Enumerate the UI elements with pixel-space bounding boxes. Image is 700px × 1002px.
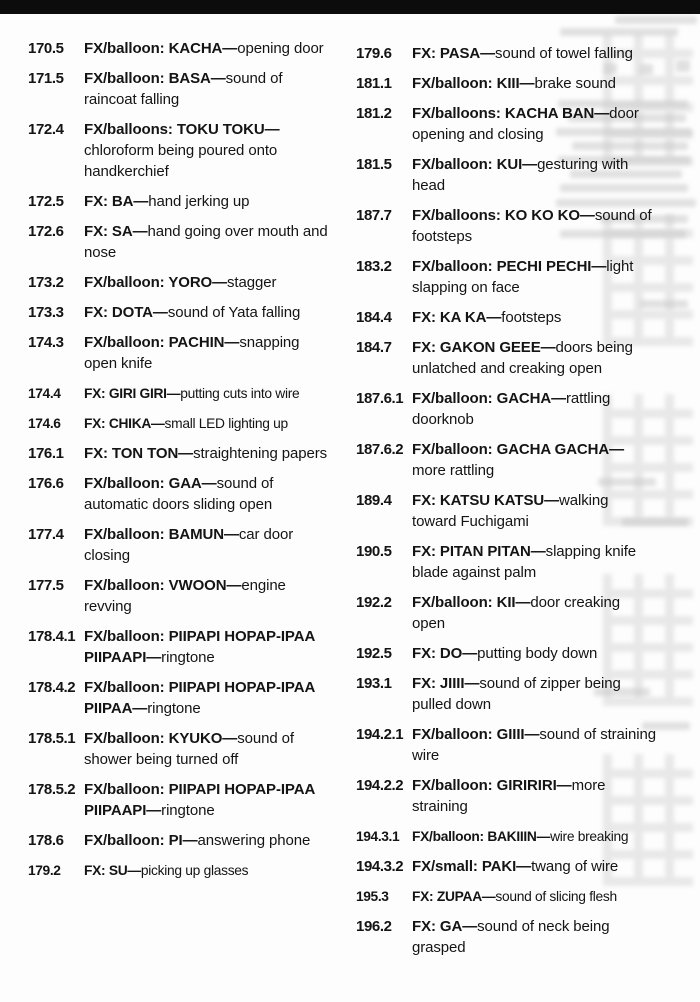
fx-entry xyxy=(356,886,662,907)
entry-text xyxy=(84,413,328,434)
entry-desc: putting cuts into wire xyxy=(180,386,300,401)
entry-text xyxy=(84,332,328,374)
entry-ref: 181.2 xyxy=(356,105,392,122)
entry-ref: 179.2 xyxy=(28,863,61,878)
fx-entry xyxy=(356,73,662,94)
entry-ref: 184.4 xyxy=(356,309,392,326)
entry-desc: car door closing xyxy=(84,526,294,564)
entry-ref: 176.6 xyxy=(28,475,64,492)
entry-ref: 178.6 xyxy=(28,832,64,849)
entry-text xyxy=(412,592,656,634)
entry-fx: FX: JIIII— xyxy=(412,675,480,692)
entry-ref: 177.4 xyxy=(28,526,64,543)
entry-desc: small LED lighting up xyxy=(164,416,288,431)
entry-ref: 178.5.1 xyxy=(28,730,76,747)
scan-top-bar xyxy=(0,0,700,14)
entry-desc: engine revving xyxy=(84,577,286,615)
entry-fx: FX/balloon: BASA— xyxy=(84,70,226,87)
entry-desc: rattling doorknob xyxy=(412,390,611,428)
fx-entry xyxy=(28,272,334,293)
entry-fx: FX/balloon: BAKIIIN— xyxy=(412,829,551,844)
entry-fx: FX/balloon: PECHI PECHI— xyxy=(412,258,607,275)
entry-fx: FX/balloon: KII— xyxy=(412,594,531,611)
fx-entry xyxy=(356,205,662,247)
entry-ref: 195.3 xyxy=(356,889,389,904)
bleedthrough-smudge xyxy=(676,60,690,72)
fx-entry xyxy=(28,119,334,182)
entry-ref: 184.7 xyxy=(356,339,392,356)
fx-entry xyxy=(356,103,662,145)
entry-desc: stagger xyxy=(227,274,277,291)
fx-entry xyxy=(28,677,334,719)
bleedthrough-smudge xyxy=(615,16,697,24)
fx-glossary xyxy=(28,38,662,967)
entry-ref: 177.5 xyxy=(28,577,64,594)
entry-text xyxy=(84,524,328,566)
fx-entry xyxy=(356,154,662,196)
entry-fx: FX/balloon: KYUKO— xyxy=(84,730,238,747)
entry-fx: FX: KA KA— xyxy=(412,309,502,326)
entry-text xyxy=(84,779,328,821)
entry-ref: 174.4 xyxy=(28,386,61,401)
entry-text xyxy=(412,337,656,379)
entry-desc: straightening papers xyxy=(193,445,328,462)
fx-entry xyxy=(28,68,334,110)
entry-fx: FX: SA— xyxy=(84,223,148,240)
entry-fx: FX: SU— xyxy=(84,863,141,878)
entry-desc: door creaking open xyxy=(412,594,620,632)
entry-desc: sound of automatic doors sliding open xyxy=(84,475,274,513)
fx-entry xyxy=(28,860,334,881)
entry-fx: FX/balloon: PI— xyxy=(84,832,198,849)
entry-text xyxy=(412,103,656,145)
entry-fx: FX: DO— xyxy=(412,645,478,662)
entry-desc: ringtone xyxy=(147,700,201,717)
entry-ref: 194.2.1 xyxy=(356,726,404,743)
entry-fx: FX/small: PAKI— xyxy=(412,858,532,875)
entry-ref: 187.6.2 xyxy=(356,441,404,458)
entry-text xyxy=(84,626,328,668)
entry-fx: FX: GIRI GIRI— xyxy=(84,386,181,401)
fx-entry xyxy=(28,728,334,770)
entry-ref: 194.3.2 xyxy=(356,858,404,875)
entry-text xyxy=(412,307,656,328)
entry-ref: 172.6 xyxy=(28,223,64,240)
entry-ref: 192.2 xyxy=(356,594,392,611)
fx-entry xyxy=(28,302,334,323)
entry-desc: chloroform being poured onto handkerchief xyxy=(84,142,278,180)
entry-text xyxy=(412,439,656,481)
fx-entry xyxy=(356,541,662,583)
entry-desc: door opening and closing xyxy=(412,105,639,143)
entry-fx: FX: KATSU KATSU— xyxy=(412,492,560,509)
fx-entry xyxy=(356,388,662,430)
entry-fx: FX/balloon: KIII— xyxy=(412,75,535,92)
entry-desc: doors being unlatched and creaking open xyxy=(412,339,633,377)
entry-ref: 173.2 xyxy=(28,274,64,291)
entry-ref: 172.4 xyxy=(28,121,64,138)
entry-desc: light slapping on face xyxy=(412,258,634,296)
entry-text xyxy=(84,830,328,851)
entry-ref: 172.5 xyxy=(28,193,64,210)
fx-entry xyxy=(356,592,662,634)
entry-text xyxy=(412,490,656,532)
fx-column-left xyxy=(28,38,334,967)
entry-ref: 170.5 xyxy=(28,40,64,57)
entry-fx: FX/balloon: GAA— xyxy=(84,475,217,492)
entry-text xyxy=(84,68,328,110)
entry-text xyxy=(412,43,656,64)
entry-ref: 181.5 xyxy=(356,156,392,173)
entry-fx: FX/balloon: GIIII— xyxy=(412,726,540,743)
entry-fx: FX/balloon: KACHA— xyxy=(84,40,238,57)
entry-fx: FX/balloon: GIRIRIRI— xyxy=(412,777,572,794)
entry-desc: sound of shower being turned off xyxy=(84,730,294,768)
entry-text xyxy=(412,826,656,847)
entry-ref: 178.4.2 xyxy=(28,679,76,696)
entry-fx: FX/balloons: KACHA BAN— xyxy=(412,105,610,122)
entry-ref: 196.2 xyxy=(356,918,392,935)
entry-ref: 173.3 xyxy=(28,304,64,321)
fx-entry xyxy=(28,473,334,515)
entry-text xyxy=(412,643,656,664)
entry-desc: more straining xyxy=(412,777,606,815)
entry-ref: 181.1 xyxy=(356,75,392,92)
entry-ref: 190.5 xyxy=(356,543,392,560)
fx-entry xyxy=(28,779,334,821)
entry-ref: 178.5.2 xyxy=(28,781,76,798)
fx-entry xyxy=(356,775,662,817)
entry-fx: FX/balloon: PACHIN— xyxy=(84,334,240,351)
fx-entry xyxy=(28,383,334,404)
entry-desc: sound of zipper being pulled down xyxy=(412,675,621,713)
entry-ref: 174.6 xyxy=(28,416,61,431)
fx-entry xyxy=(356,916,662,958)
entry-ref: 171.5 xyxy=(28,70,64,87)
fx-entry xyxy=(28,221,334,263)
entry-desc: sound of Yata falling xyxy=(167,304,301,321)
entry-ref: 183.2 xyxy=(356,258,392,275)
entry-fx: FX/balloon: PIIPAPI HOPAP-IPAA PIIPAAPI— xyxy=(84,628,315,666)
entry-fx: FX/balloon: GACHA— xyxy=(412,390,567,407)
entry-fx: FX/balloons: KO KO KO— xyxy=(412,207,595,224)
fx-entry xyxy=(356,43,662,64)
fx-entry xyxy=(356,724,662,766)
entry-desc: wire breaking xyxy=(550,829,629,844)
entry-text xyxy=(84,860,328,881)
fx-entry xyxy=(356,490,662,532)
fx-entry xyxy=(356,826,662,847)
entry-text xyxy=(412,916,656,958)
entry-text xyxy=(84,677,328,719)
entry-fx: FX/balloon: BAMUN— xyxy=(84,526,239,543)
entry-ref: 178.4.1 xyxy=(28,628,76,645)
entry-desc: sound of footsteps xyxy=(412,207,652,245)
entry-text xyxy=(412,154,656,196)
entry-fx: FX: DOTA— xyxy=(84,304,168,321)
fx-column-right xyxy=(356,43,662,967)
entry-fx: FX: TON TON— xyxy=(84,445,194,462)
fx-entry xyxy=(28,38,334,59)
entry-text xyxy=(84,191,328,212)
entry-fx: FX/balloon: PIIPAPI HOPAP-IPAA PIIPAAPI— xyxy=(84,781,315,819)
fx-entry xyxy=(28,191,334,212)
entry-text xyxy=(84,443,328,464)
entry-fx: FX/balloon: YORO— xyxy=(84,274,228,291)
entry-text xyxy=(84,473,328,515)
entry-text xyxy=(84,383,328,404)
entry-fx: FX: GA— xyxy=(412,918,478,935)
fx-entry xyxy=(28,626,334,668)
entry-desc: putting body down xyxy=(477,645,598,662)
entry-fx: FX: BA— xyxy=(84,193,149,210)
entry-fx: FX/balloons: TOKU TOKU— xyxy=(84,121,280,138)
entry-desc: sound of towel falling xyxy=(495,45,633,62)
entry-text xyxy=(412,775,656,817)
entry-desc: picking up glasses xyxy=(140,863,249,878)
entry-desc: sound of slicing flesh xyxy=(495,889,617,904)
entry-desc: sound of raincoat falling xyxy=(84,70,283,108)
entry-text xyxy=(84,728,328,770)
entry-desc: ringtone xyxy=(161,802,215,819)
entry-ref: 187.7 xyxy=(356,207,392,224)
entry-text xyxy=(84,38,328,59)
entry-ref: 194.3.1 xyxy=(356,829,400,844)
entry-desc: opening door xyxy=(237,40,324,57)
entry-text xyxy=(84,302,328,323)
entry-text xyxy=(412,388,656,430)
fx-entry xyxy=(28,413,334,434)
fx-entry xyxy=(356,337,662,379)
entry-text xyxy=(412,886,656,907)
entry-text xyxy=(412,205,656,247)
entry-ref: 187.6.1 xyxy=(356,390,404,407)
fx-entry xyxy=(28,332,334,374)
entry-desc: snapping open knife xyxy=(84,334,300,372)
fx-entry xyxy=(28,443,334,464)
entry-desc: sound of neck being grasped xyxy=(412,918,610,956)
fx-entry xyxy=(356,307,662,328)
entry-ref: 174.3 xyxy=(28,334,64,351)
entry-text xyxy=(412,856,656,877)
entry-fx: FX: PITAN PITAN— xyxy=(412,543,546,560)
entry-text xyxy=(84,575,328,617)
entry-fx: FX: ZUPAA— xyxy=(412,889,496,904)
entry-fx: FX/balloon: PIIPAPI HOPAP-IPAA PIIPAA— xyxy=(84,679,315,717)
entry-desc: sound of straining wire xyxy=(412,726,656,764)
entry-desc: more rattling xyxy=(412,462,495,479)
entry-ref: 179.6 xyxy=(356,45,392,62)
fx-entry xyxy=(28,830,334,851)
fx-entry xyxy=(356,673,662,715)
entry-text xyxy=(412,724,656,766)
entry-desc: walking toward Fuchigami xyxy=(412,492,609,530)
entry-fx: FX: PASA— xyxy=(412,45,495,62)
entry-desc: brake sound xyxy=(534,75,616,92)
entry-text xyxy=(84,221,328,263)
fx-entry xyxy=(356,856,662,877)
entry-ref: 176.1 xyxy=(28,445,64,462)
entry-desc: ringtone xyxy=(161,649,215,666)
entry-ref: 193.1 xyxy=(356,675,392,692)
entry-fx: FX: CHIKA— xyxy=(84,416,165,431)
entry-fx: FX/balloon: VWOON— xyxy=(84,577,242,594)
entry-text xyxy=(84,119,328,182)
entry-fx: FX/balloon: KUI— xyxy=(412,156,538,173)
entry-fx: FX/balloon: GACHA GACHA— xyxy=(412,441,625,458)
fx-entry xyxy=(356,256,662,298)
entry-text xyxy=(412,256,656,298)
fx-entry xyxy=(28,575,334,617)
entry-desc: hand going over mouth and nose xyxy=(84,223,328,261)
entry-fx: FX: GAKON GEEE— xyxy=(412,339,556,356)
entry-desc: footsteps xyxy=(501,309,562,326)
fx-entry xyxy=(356,643,662,664)
entry-text xyxy=(84,272,328,293)
entry-text xyxy=(412,541,656,583)
bleedthrough-smudge xyxy=(560,28,678,36)
entry-text xyxy=(412,73,656,94)
entry-ref: 192.5 xyxy=(356,645,392,662)
entry-desc: slapping knife blade against palm xyxy=(412,543,637,581)
fx-entry xyxy=(356,439,662,481)
fx-entry xyxy=(28,524,334,566)
entry-text xyxy=(412,673,656,715)
entry-desc: answering phone xyxy=(197,832,311,849)
entry-desc: gesturing with head xyxy=(412,156,629,194)
entry-ref: 189.4 xyxy=(356,492,392,509)
entry-desc: hand jerking up xyxy=(148,193,250,210)
entry-ref: 194.2.2 xyxy=(356,777,404,794)
entry-desc: twang of wire xyxy=(531,858,619,875)
